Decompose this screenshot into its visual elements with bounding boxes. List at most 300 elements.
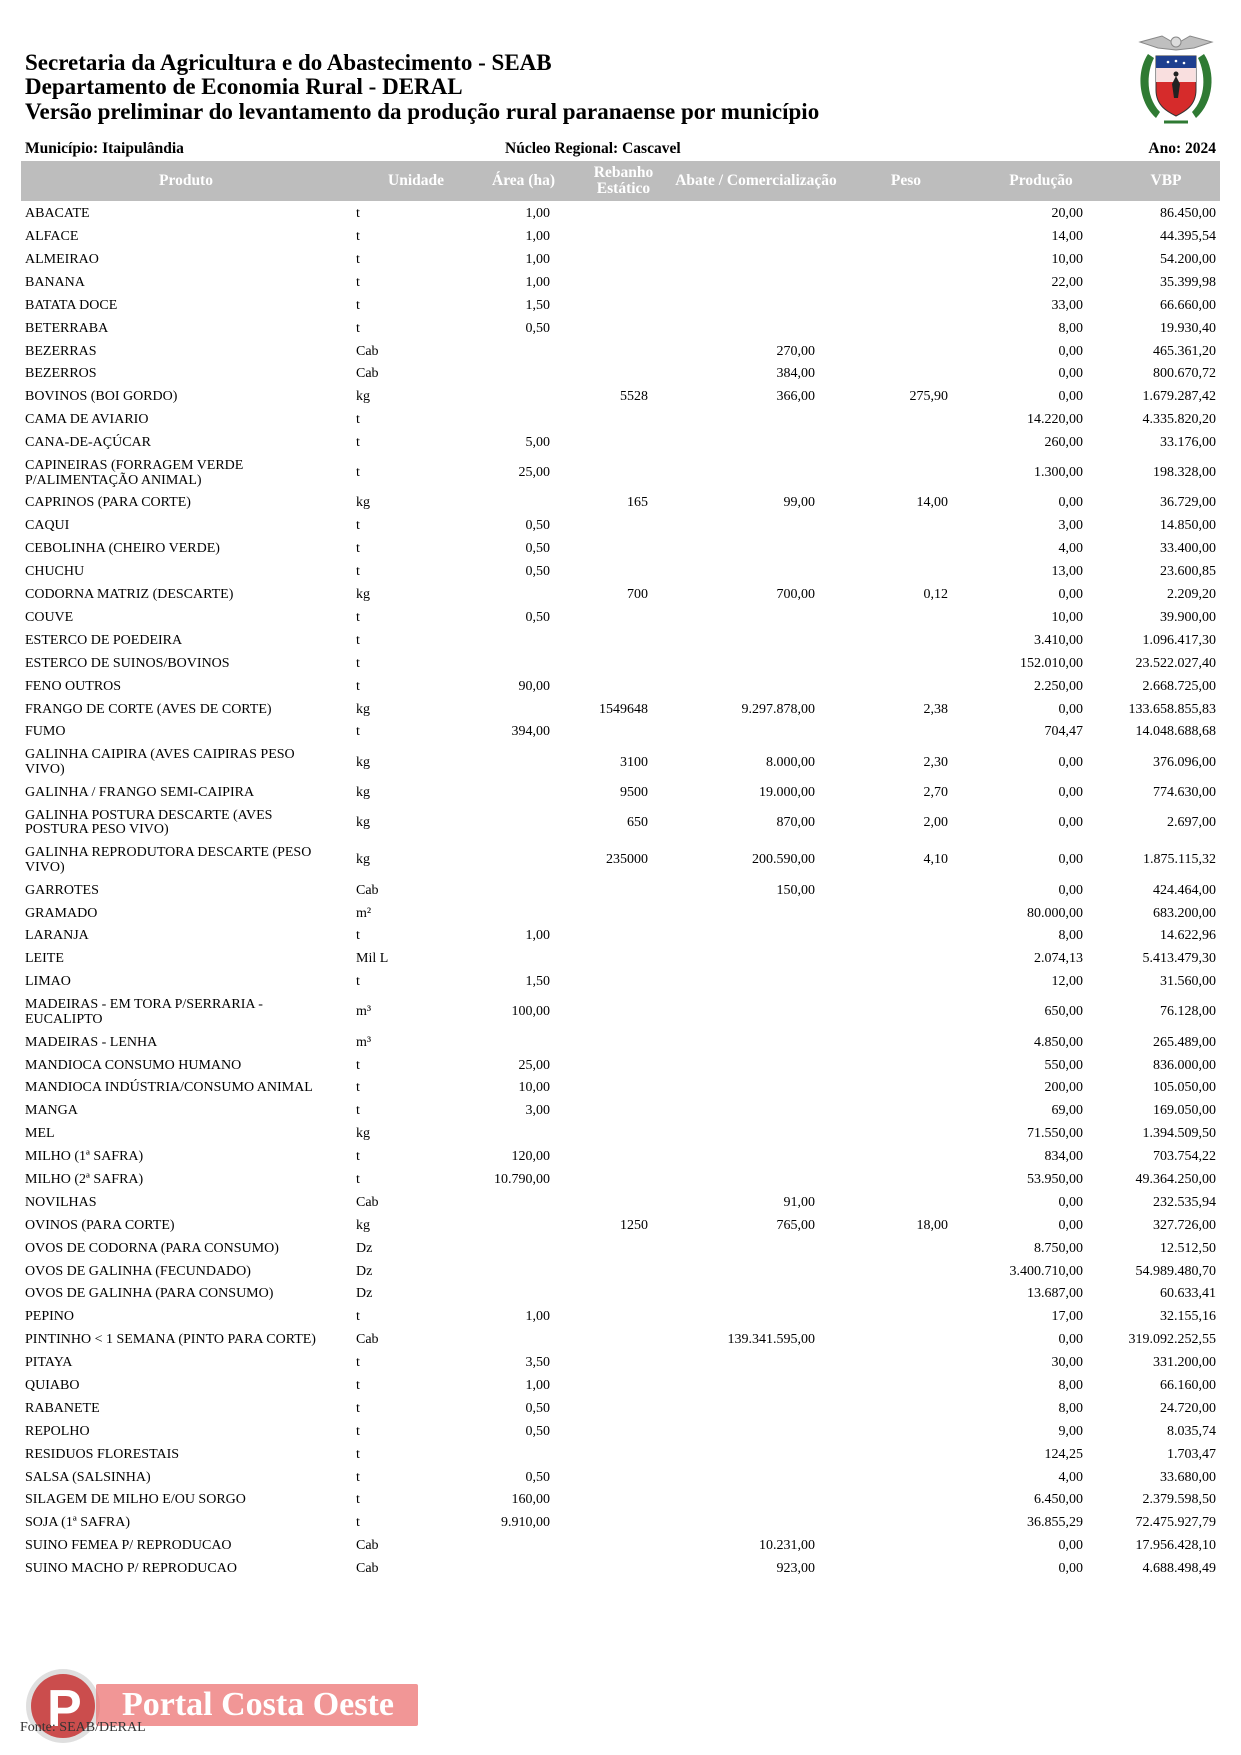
cell-produto: GRAMADO bbox=[25, 905, 98, 921]
cell-produto: MILHO (1ª SAFRA) bbox=[25, 1149, 144, 1165]
cell-unidade: t bbox=[356, 1400, 360, 1416]
table-row bbox=[0, 432, 1241, 455]
cell-producao: 8,00 bbox=[1058, 1377, 1083, 1393]
table-row bbox=[0, 902, 1241, 925]
cell-producao: 0,00 bbox=[1058, 1561, 1083, 1577]
cell-abate: 139.341.595,00 bbox=[727, 1332, 815, 1348]
cell-vbp: 703.754,22 bbox=[1153, 1149, 1216, 1165]
cell-area: 1,00 bbox=[525, 1377, 550, 1393]
cell-unidade: t bbox=[356, 1057, 360, 1073]
table-row bbox=[0, 584, 1241, 607]
table-row bbox=[0, 994, 1241, 1032]
table-row bbox=[0, 272, 1241, 295]
cell-producao: 704,47 bbox=[1044, 724, 1083, 740]
cell-area: 1,50 bbox=[525, 974, 550, 990]
cell-producao: 0,00 bbox=[1058, 343, 1083, 359]
cell-area: 0,50 bbox=[525, 541, 550, 557]
table-row bbox=[0, 1329, 1241, 1352]
cell-unidade: m³ bbox=[356, 1034, 372, 1050]
cell-unidade: t bbox=[356, 320, 360, 336]
watermark-text: Portal Costa Oeste bbox=[96, 1684, 418, 1726]
cell-producao: 200,00 bbox=[1044, 1080, 1083, 1096]
cell-vbp: 331.200,00 bbox=[1153, 1355, 1216, 1371]
table-row bbox=[0, 1123, 1241, 1146]
cell-vbp: 2.668.725,00 bbox=[1142, 678, 1216, 694]
cell-abate: 9.297.878,00 bbox=[741, 701, 815, 717]
cell-unidade: Cab bbox=[356, 343, 379, 359]
table-row bbox=[0, 675, 1241, 698]
cell-producao: 80.000,00 bbox=[1027, 905, 1083, 921]
municipio-label: Município: Itaipulândia bbox=[25, 140, 184, 157]
cell-produto: BOVINOS (BOI GORDO) bbox=[25, 389, 178, 405]
table-row bbox=[0, 538, 1241, 561]
cell-produto: CANA-DE-AÇÚCAR bbox=[25, 435, 151, 451]
cell-vbp: 32.155,16 bbox=[1160, 1309, 1216, 1325]
cell-rebanho: 650 bbox=[627, 814, 648, 830]
cell-vbp: 1.096.417,30 bbox=[1142, 632, 1216, 648]
cell-vbp: 35.399,98 bbox=[1160, 274, 1216, 290]
cell-vbp: 60.633,41 bbox=[1160, 1286, 1216, 1302]
cell-area: 0,50 bbox=[525, 320, 550, 336]
cell-produto: MANGA bbox=[25, 1103, 78, 1119]
cell-produto: MADEIRAS - LENHA bbox=[25, 1034, 158, 1050]
cell-area: 25,00 bbox=[518, 465, 550, 481]
table-row bbox=[0, 515, 1241, 538]
cell-producao: 3.400.710,00 bbox=[1009, 1263, 1083, 1279]
cell-vbp: 774.630,00 bbox=[1153, 784, 1216, 800]
cell-vbp: 800.670,72 bbox=[1153, 366, 1216, 382]
table-row bbox=[0, 607, 1241, 630]
cell-vbp: 14.048.688,68 bbox=[1135, 724, 1216, 740]
table-row bbox=[0, 226, 1241, 249]
cell-unidade: t bbox=[356, 1080, 360, 1096]
cell-rebanho: 165 bbox=[627, 495, 648, 511]
cell-vbp: 4.688.498,49 bbox=[1142, 1561, 1216, 1577]
cell-vbp: 33.176,00 bbox=[1160, 435, 1216, 451]
cell-vbp: 14.850,00 bbox=[1160, 518, 1216, 534]
cell-produto: SILAGEM DE MILHO E/OU SORGO bbox=[25, 1492, 246, 1508]
cell-produto: CAQUI bbox=[25, 518, 70, 534]
cell-produto: NOVILHAS bbox=[25, 1194, 97, 1210]
cell-produto: ALFACE bbox=[25, 229, 79, 245]
table-row bbox=[0, 455, 1241, 493]
table-row bbox=[0, 782, 1241, 805]
cell-area: 3,00 bbox=[525, 1103, 550, 1119]
cell-produto: MANDIOCA INDÚSTRIA/CONSUMO ANIMAL bbox=[25, 1080, 313, 1096]
table-row bbox=[0, 363, 1241, 386]
cell-vbp: 1.394.509,50 bbox=[1142, 1126, 1216, 1142]
cell-produto: COUVE bbox=[25, 609, 74, 625]
cell-produto: MADEIRAS - EM TORA P/SERRARIA - EUCALIPTO bbox=[25, 997, 263, 1027]
cell-vbp: 36.729,00 bbox=[1160, 495, 1216, 511]
cell-area: 0,50 bbox=[525, 1469, 550, 1485]
table-row bbox=[0, 1031, 1241, 1054]
cell-unidade: t bbox=[356, 1171, 360, 1187]
table-row bbox=[0, 842, 1241, 880]
cell-produto: GARROTES bbox=[25, 882, 99, 898]
cell-producao: 0,00 bbox=[1058, 814, 1083, 830]
cell-producao: 53.950,00 bbox=[1027, 1171, 1083, 1187]
cell-producao: 8,00 bbox=[1058, 928, 1083, 944]
cell-produto: FENO OUTROS bbox=[25, 678, 122, 694]
cell-vbp: 33.400,00 bbox=[1160, 541, 1216, 557]
table-row bbox=[0, 1054, 1241, 1077]
cell-producao: 0,00 bbox=[1058, 1332, 1083, 1348]
table-row bbox=[0, 1489, 1241, 1512]
table-row bbox=[0, 1146, 1241, 1169]
cell-producao: 9,00 bbox=[1058, 1423, 1083, 1439]
cell-unidade: t bbox=[356, 1515, 360, 1531]
watermark-letter: P bbox=[47, 1680, 82, 1738]
cell-produto: BETERRABA bbox=[25, 320, 109, 336]
cell-produto: GALINHA CAIPIRA (AVES CAIPIRAS PESO VIVO) bbox=[25, 747, 295, 777]
cell-produto: BEZERRAS bbox=[25, 343, 97, 359]
table-row bbox=[0, 1215, 1241, 1238]
cell-vbp: 1.875.115,32 bbox=[1143, 852, 1216, 868]
cell-vbp: 31.560,00 bbox=[1160, 974, 1216, 990]
col-unidade: Unidade bbox=[388, 172, 444, 189]
cell-unidade: t bbox=[356, 1377, 360, 1393]
cell-vbp: 23.522.027,40 bbox=[1135, 655, 1216, 671]
cell-unidade: t bbox=[356, 297, 360, 313]
table-row bbox=[0, 1398, 1241, 1421]
cell-vbp: 1.679.287,42 bbox=[1142, 389, 1216, 405]
col-abate: Abate / Comercialização bbox=[675, 172, 837, 189]
table-row bbox=[0, 1192, 1241, 1215]
cell-produto: FRANGO DE CORTE (AVES DE CORTE) bbox=[25, 701, 272, 717]
cell-abate: 150,00 bbox=[776, 882, 815, 898]
table-row bbox=[0, 1466, 1241, 1489]
table-row bbox=[0, 721, 1241, 744]
cell-produto: GALINHA REPRODUTORA DESCARTE (PESO VIVO) bbox=[25, 845, 312, 875]
cell-vbp: 39.900,00 bbox=[1160, 609, 1216, 625]
cell-produto: CAMA DE AVIARIO bbox=[25, 412, 149, 428]
table-row bbox=[0, 653, 1241, 676]
cell-vbp: 1.703,47 bbox=[1167, 1446, 1216, 1462]
cell-producao: 2.074,13 bbox=[1034, 951, 1083, 967]
cell-vbp: 86.450,00 bbox=[1160, 206, 1216, 222]
col-area: Área (ha) bbox=[492, 172, 555, 189]
cell-producao: 0,00 bbox=[1058, 1194, 1083, 1210]
title-seab: Secretaria da Agricultura e do Abastecimento - SEAB bbox=[25, 50, 552, 75]
table-row bbox=[0, 879, 1241, 902]
cell-unidade: t bbox=[356, 1423, 360, 1439]
cell-producao: 8,00 bbox=[1058, 320, 1083, 336]
cell-produto: GALINHA POSTURA DESCARTE (AVES POSTURA PESO VIVO) bbox=[25, 807, 273, 838]
cell-unidade: kg bbox=[356, 754, 370, 770]
cell-vbp: 2.697,00 bbox=[1167, 814, 1216, 830]
cell-producao: 8.750,00 bbox=[1034, 1240, 1083, 1256]
cell-peso: 0,12 bbox=[923, 587, 948, 603]
table-row bbox=[0, 1375, 1241, 1398]
cell-vbp: 683.200,00 bbox=[1153, 905, 1216, 921]
cell-unidade: t bbox=[356, 609, 360, 625]
cell-vbp: 105.050,00 bbox=[1153, 1080, 1216, 1096]
cell-produto: QUIABO bbox=[25, 1377, 80, 1393]
table-row bbox=[0, 1306, 1241, 1329]
cell-area: 1,00 bbox=[525, 274, 550, 290]
cell-produto: SUINO MACHO P/ REPRODUCAO bbox=[25, 1561, 237, 1577]
cell-produto: CAPINEIRAS (FORRAGEM VERDE P/ALIMENTAÇÃO ANIMAL) bbox=[25, 458, 244, 488]
cell-vbp: 198.328,00 bbox=[1153, 465, 1216, 481]
cell-area: 5,00 bbox=[525, 435, 550, 451]
cell-unidade: t bbox=[356, 251, 360, 267]
cell-producao: 1.300,00 bbox=[1034, 465, 1083, 481]
cell-area: 0,50 bbox=[525, 1400, 550, 1416]
cell-producao: 30,00 bbox=[1051, 1355, 1083, 1371]
cell-produto: SALSA (SALSINHA) bbox=[25, 1469, 151, 1485]
cell-peso: 275,90 bbox=[909, 389, 948, 405]
cell-produto: ALMEIRAO bbox=[25, 251, 99, 267]
cell-vbp: 133.658.855,83 bbox=[1128, 701, 1216, 717]
cell-unidade: Mil L bbox=[356, 951, 389, 967]
cell-producao: 20,00 bbox=[1051, 206, 1083, 222]
cell-produto: BEZERROS bbox=[25, 366, 97, 382]
source-footer: Fonte: SEAB/DERAL bbox=[20, 1720, 146, 1735]
cell-producao: 4.850,00 bbox=[1034, 1034, 1083, 1050]
cell-unidade: t bbox=[356, 655, 360, 671]
cell-produto: ESTERCO DE POEDEIRA bbox=[25, 632, 183, 648]
cell-producao: 0,00 bbox=[1058, 587, 1083, 603]
cell-produto: ESTERCO DE SUINOS/BOVINOS bbox=[25, 655, 230, 671]
cell-unidade: kg bbox=[356, 389, 370, 405]
cell-unidade: kg bbox=[356, 1126, 370, 1142]
cell-area: 10,00 bbox=[518, 1080, 550, 1096]
cell-abate: 870,00 bbox=[776, 814, 815, 830]
cell-vbp: 4.335.820,20 bbox=[1142, 412, 1216, 428]
cell-produto: MEL bbox=[25, 1126, 55, 1142]
cell-unidade: t bbox=[356, 928, 360, 944]
cell-vbp: 376.096,00 bbox=[1153, 754, 1216, 770]
table-row bbox=[0, 804, 1241, 842]
cell-produto: FUMO bbox=[25, 724, 66, 740]
cell-area: 1,00 bbox=[525, 928, 550, 944]
cell-produto: RESIDUOS FLORESTAIS bbox=[25, 1446, 180, 1462]
cell-vbp: 66.160,00 bbox=[1160, 1377, 1216, 1393]
cell-vbp: 76.128,00 bbox=[1160, 1004, 1216, 1020]
cell-abate: 200.590,00 bbox=[752, 852, 815, 868]
cell-producao: 10,00 bbox=[1051, 609, 1083, 625]
cell-vbp: 232.535,94 bbox=[1153, 1194, 1216, 1210]
cell-produto: SOJA (1ª SAFRA) bbox=[25, 1515, 130, 1531]
cell-producao: 33,00 bbox=[1051, 297, 1083, 313]
table-row bbox=[0, 925, 1241, 948]
cell-unidade: t bbox=[356, 1446, 360, 1462]
cell-unidade: t bbox=[356, 724, 360, 740]
cell-producao: 0,00 bbox=[1058, 852, 1083, 868]
cell-vbp: 66.660,00 bbox=[1160, 297, 1216, 313]
cell-vbp: 54.989.480,70 bbox=[1135, 1263, 1216, 1279]
cell-unidade: Cab bbox=[356, 366, 379, 382]
cell-produto: SUINO FEMEA P/ REPRODUCAO bbox=[25, 1538, 232, 1554]
cell-unidade: kg bbox=[356, 784, 370, 800]
cell-area: 1,00 bbox=[525, 251, 550, 267]
cell-produto: MANDIOCA CONSUMO HUMANO bbox=[25, 1057, 242, 1073]
cell-rebanho: 235000 bbox=[606, 852, 648, 868]
table-row bbox=[0, 1443, 1241, 1466]
cell-producao: 17,00 bbox=[1051, 1309, 1083, 1325]
cell-produto: LIMAO bbox=[25, 974, 71, 990]
cell-producao: 13,00 bbox=[1051, 564, 1083, 580]
cell-vbp: 49.364.250,00 bbox=[1135, 1171, 1216, 1187]
cell-unidade: t bbox=[356, 678, 360, 694]
cell-unidade: Cab bbox=[356, 1538, 379, 1554]
cell-vbp: 465.361,20 bbox=[1153, 343, 1216, 359]
cell-rebanho: 9500 bbox=[620, 784, 648, 800]
cell-producao: 0,00 bbox=[1058, 882, 1083, 898]
cell-rebanho: 1549648 bbox=[599, 701, 648, 717]
cell-producao: 124,25 bbox=[1044, 1446, 1083, 1462]
cell-unidade: m³ bbox=[356, 1004, 372, 1020]
cell-producao: 834,00 bbox=[1044, 1149, 1083, 1165]
cell-producao: 14.220,00 bbox=[1027, 412, 1083, 428]
cell-area: 0,50 bbox=[525, 609, 550, 625]
cell-vbp: 23.600,85 bbox=[1160, 564, 1216, 580]
cell-unidade: kg bbox=[356, 495, 370, 511]
cell-area: 9.910,00 bbox=[501, 1515, 550, 1531]
cell-area: 1,00 bbox=[525, 206, 550, 222]
cell-unidade: t bbox=[356, 1469, 360, 1485]
cell-produto: LEITE bbox=[25, 951, 64, 967]
cell-produto: GALINHA / FRANGO SEMI-CAIPIRA bbox=[25, 784, 255, 800]
cell-producao: 14,00 bbox=[1051, 229, 1083, 245]
cell-unidade: t bbox=[356, 564, 360, 580]
cell-vbp: 265.489,00 bbox=[1153, 1034, 1216, 1050]
cell-rebanho: 1250 bbox=[620, 1217, 648, 1233]
table-row bbox=[0, 561, 1241, 584]
cell-unidade: t bbox=[356, 1103, 360, 1119]
cell-area: 0,50 bbox=[525, 518, 550, 534]
cell-unidade: t bbox=[356, 632, 360, 648]
cell-abate: 366,00 bbox=[776, 389, 815, 405]
cell-vbp: 836.000,00 bbox=[1153, 1057, 1216, 1073]
cell-unidade: kg bbox=[356, 852, 370, 868]
cell-rebanho: 3100 bbox=[620, 754, 648, 770]
cell-produto: BATATA DOCE bbox=[25, 297, 118, 313]
cell-producao: 22,00 bbox=[1051, 274, 1083, 290]
table-body bbox=[0, 203, 1241, 1581]
cell-producao: 152.010,00 bbox=[1020, 655, 1083, 671]
cell-unidade: t bbox=[356, 465, 360, 481]
cell-produto: CAPRINOS (PARA CORTE) bbox=[25, 495, 191, 511]
cell-producao: 550,00 bbox=[1044, 1057, 1083, 1073]
table-row bbox=[0, 1283, 1241, 1306]
cell-abate: 91,00 bbox=[783, 1194, 815, 1210]
col-produto: Produto bbox=[159, 172, 213, 189]
cell-abate: 765,00 bbox=[776, 1217, 815, 1233]
cell-unidade: t bbox=[356, 1309, 360, 1325]
cell-peso: 2,30 bbox=[923, 754, 948, 770]
cell-unidade: t bbox=[356, 229, 360, 245]
cell-produto: CODORNA MATRIZ (DESCARTE) bbox=[25, 587, 234, 603]
table-row bbox=[0, 1077, 1241, 1100]
cell-unidade: kg bbox=[356, 701, 370, 717]
cell-area: 25,00 bbox=[518, 1057, 550, 1073]
cell-producao: 260,00 bbox=[1044, 435, 1083, 451]
cell-vbp: 17.956.428,10 bbox=[1135, 1538, 1216, 1554]
cell-unidade: t bbox=[356, 435, 360, 451]
cell-produto: OVOS DE GALINHA (FECUNDADO) bbox=[25, 1263, 251, 1279]
col-producao: Produção bbox=[1009, 172, 1073, 189]
table-row bbox=[0, 317, 1241, 340]
cell-producao: 8,00 bbox=[1058, 1400, 1083, 1416]
cell-produto: LARANJA bbox=[25, 928, 89, 944]
cell-area: 10.790,00 bbox=[494, 1171, 550, 1187]
cell-area: 160,00 bbox=[511, 1492, 550, 1508]
cell-producao: 2.250,00 bbox=[1034, 678, 1083, 694]
ano-label: Ano: 2024 bbox=[1148, 140, 1216, 157]
cell-vbp: 2.379.598,50 bbox=[1142, 1492, 1216, 1508]
cell-peso: 2,00 bbox=[923, 814, 948, 830]
cell-unidade: Dz bbox=[356, 1263, 373, 1279]
cell-produto: PEPINO bbox=[25, 1309, 75, 1325]
cell-vbp: 19.930,40 bbox=[1160, 320, 1216, 336]
cell-abate: 10.231,00 bbox=[759, 1538, 815, 1554]
cell-producao: 0,00 bbox=[1058, 1217, 1083, 1233]
cell-producao: 3,00 bbox=[1058, 518, 1083, 534]
cell-vbp: 24.720,00 bbox=[1160, 1400, 1216, 1416]
table-row bbox=[0, 203, 1241, 226]
table-row bbox=[0, 340, 1241, 363]
cell-unidade: Cab bbox=[356, 1561, 379, 1577]
cell-produto: OVOS DE CODORNA (PARA CONSUMO) bbox=[25, 1240, 279, 1256]
cell-produto: OVOS DE GALINHA (PARA CONSUMO) bbox=[25, 1286, 274, 1302]
table-row bbox=[0, 492, 1241, 515]
table-row bbox=[0, 1100, 1241, 1123]
cell-unidade: t bbox=[356, 412, 360, 428]
cell-produto: BANANA bbox=[25, 274, 85, 290]
table-row bbox=[0, 744, 1241, 782]
table-row bbox=[0, 1512, 1241, 1535]
cell-abate: 99,00 bbox=[783, 495, 815, 511]
title-report: Versão preliminar do levantamento da produção rural paranaense por município bbox=[25, 99, 820, 124]
cell-rebanho: 5528 bbox=[620, 389, 648, 405]
cell-unidade: kg bbox=[356, 587, 370, 603]
cell-producao: 10,00 bbox=[1051, 251, 1083, 267]
cell-area: 394,00 bbox=[511, 724, 550, 740]
parana-coat-of-arms-icon bbox=[1134, 32, 1218, 132]
cell-unidade: t bbox=[356, 1149, 360, 1165]
cell-producao: 4,00 bbox=[1058, 541, 1083, 557]
cell-producao: 0,00 bbox=[1058, 701, 1083, 717]
cell-producao: 0,00 bbox=[1058, 366, 1083, 382]
cell-vbp: 12.512,50 bbox=[1160, 1240, 1216, 1256]
table-row bbox=[0, 386, 1241, 409]
cell-unidade: kg bbox=[356, 1217, 370, 1233]
cell-abate: 8.000,00 bbox=[766, 754, 815, 770]
table-row bbox=[0, 1558, 1241, 1581]
table-row bbox=[0, 1169, 1241, 1192]
cell-abate: 384,00 bbox=[776, 366, 815, 382]
table-row bbox=[0, 971, 1241, 994]
cell-producao: 71.550,00 bbox=[1027, 1126, 1083, 1142]
cell-vbp: 169.050,00 bbox=[1153, 1103, 1216, 1119]
title-deral: Departamento de Economia Rural - DERAL bbox=[25, 74, 463, 99]
cell-unidade: t bbox=[356, 541, 360, 557]
cell-producao: 4,00 bbox=[1058, 1469, 1083, 1485]
cell-unidade: t bbox=[356, 518, 360, 534]
cell-abate: 700,00 bbox=[776, 587, 815, 603]
cell-unidade: t bbox=[356, 1492, 360, 1508]
cell-producao: 12,00 bbox=[1051, 974, 1083, 990]
cell-vbp: 5.413.479,30 bbox=[1142, 951, 1216, 967]
cell-peso: 4,10 bbox=[923, 852, 948, 868]
cell-abate: 19.000,00 bbox=[759, 784, 815, 800]
table-row bbox=[0, 1237, 1241, 1260]
table-row bbox=[0, 1535, 1241, 1558]
cell-vbp: 54.200,00 bbox=[1160, 251, 1216, 267]
cell-produto: CHUCHU bbox=[25, 564, 85, 580]
